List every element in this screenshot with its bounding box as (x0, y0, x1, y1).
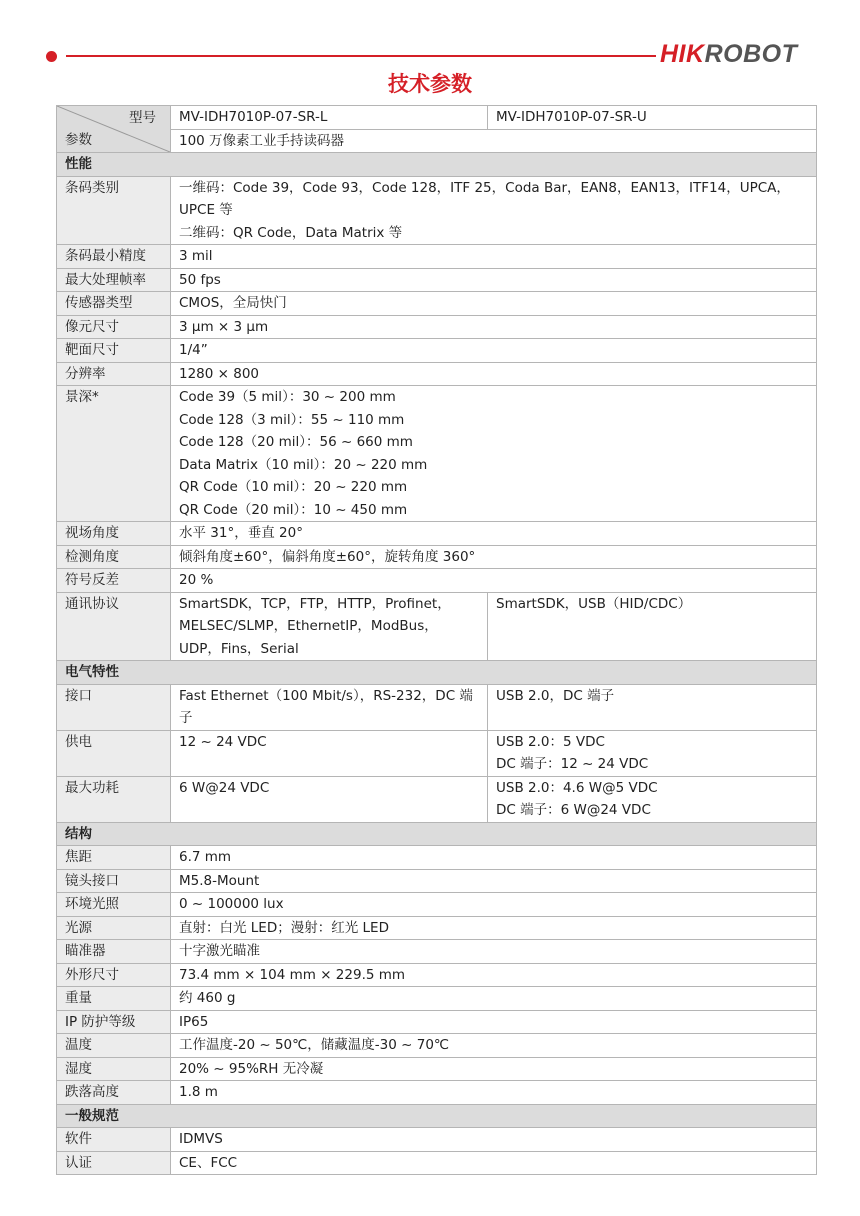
table-row (57, 987, 817, 1011)
row-label: 温度 (57, 1034, 171, 1058)
row-label: 跌落高度 (57, 1081, 171, 1105)
row-value: CE、FCC (171, 1151, 817, 1175)
table-row (57, 268, 817, 292)
section-performance: 性能 (57, 153, 817, 177)
table-row (57, 129, 817, 153)
row-value: 十字激光瞄准 (171, 940, 817, 964)
table-row (57, 1010, 817, 1034)
max-power-value-u: USB 2.0：4.6 W@5 VDC DC 端子：6 W@24 VDC (488, 776, 817, 822)
table-row (57, 893, 817, 917)
header-dot (46, 51, 57, 62)
row-label: 最大处理帧率 (57, 268, 171, 292)
row-value: M5.8-Mount (171, 869, 817, 893)
row-value: 0 ~ 100000 lux (171, 893, 817, 917)
dof-value: Code 39（5 mil）：30 ~ 200 mm Code 128（3 mil）：55 ~ 110 mm Code 128（20 mil）：56 ~ 660 mm Data Matrix（10 mil）：20 ~ 220 mm QR Code（10 mil）：20 ~ 220 mm QR Code（20 mil）：10 ~ 450 mm (171, 386, 817, 522)
row-value: 直射：白光 LED；漫射：红光 LED (171, 916, 817, 940)
table-row (57, 292, 817, 316)
section-general: 一般规范 (57, 1104, 817, 1128)
row-label: 景深* (57, 386, 171, 522)
row-value: 约 460 g (171, 987, 817, 1011)
row-label: 光源 (57, 916, 171, 940)
row-label: 镜头接口 (57, 869, 171, 893)
table-row (57, 522, 817, 546)
spec-table (56, 105, 817, 1175)
table-row (57, 846, 817, 870)
row-value: 1.8 m (171, 1081, 817, 1105)
product-description: 100 万像素工业手持读码器 (171, 129, 817, 153)
protocol-value-l: SmartSDK，TCP，FTP，HTTP，Profinet， MELSEC/SLMP，EthernetIP，ModBus， UDP，Fins，Serial (171, 592, 488, 661)
row-label: 像元尺寸 (57, 315, 171, 339)
row-label: 焦距 (57, 846, 171, 870)
row-value: 1280 × 800 (171, 362, 817, 386)
section-row (57, 153, 817, 177)
table-row (57, 684, 817, 730)
table-row (57, 1081, 817, 1105)
table-row (57, 339, 817, 363)
table-row (57, 245, 817, 269)
max-power-value-l: 6 W@24 VDC (171, 776, 488, 822)
row-value: 1/4” (171, 339, 817, 363)
power-value-u: USB 2.0：5 VDC DC 端子：12 ~ 24 VDC (488, 730, 817, 776)
barcode-type-value: 一维码：Code 39，Code 93，Code 128，ITF 25，Coda Bar，EAN8，EAN13，ITF14，UPCA， UPCE 等 二维码：QR Code，Data Matrix 等 (171, 176, 817, 245)
row-label: 认证 (57, 1151, 171, 1175)
power-value-l: 12 ~ 24 VDC (171, 730, 488, 776)
table-row (57, 362, 817, 386)
row-value: 3 mil (171, 245, 817, 269)
section-structure: 结构 (57, 822, 817, 846)
row-label: 供电 (57, 730, 171, 776)
table-row (57, 730, 817, 776)
table-header-row (57, 106, 817, 130)
row-value: 20 % (171, 569, 817, 593)
table-row (57, 776, 817, 822)
row-value: CMOS，全局快门 (171, 292, 817, 316)
protocol-value-u: SmartSDK，USB（HID/CDC） (488, 592, 817, 661)
header-diagonal-cell (57, 106, 171, 153)
interface-value-l: Fast Ethernet（100 Mbit/s），RS-232，DC 端 子 (171, 684, 488, 730)
row-label: 条码类别 (57, 176, 171, 245)
table-row (57, 963, 817, 987)
hikrobot-logo: HIKROBOT (660, 40, 798, 68)
row-label: 最大功耗 (57, 776, 171, 822)
row-label: 检测角度 (57, 545, 171, 569)
row-label: 接口 (57, 684, 171, 730)
table-row (57, 940, 817, 964)
table-row (57, 545, 817, 569)
row-label: 湿度 (57, 1057, 171, 1081)
header-rule (66, 55, 656, 57)
row-label: 视场角度 (57, 522, 171, 546)
row-value: 工作温度-20 ~ 50℃，储藏温度-30 ~ 70℃ (171, 1034, 817, 1058)
page-title: 技术参数 (388, 72, 472, 96)
row-label: 外形尺寸 (57, 963, 171, 987)
table-row (57, 569, 817, 593)
row-value: 倾斜角度±60°，偏斜角度±60°，旋转角度 360° (171, 545, 817, 569)
table-row (57, 1057, 817, 1081)
table-row (57, 1034, 817, 1058)
param-label: 参数 (65, 131, 92, 148)
table-row (57, 869, 817, 893)
row-label: 传感器类型 (57, 292, 171, 316)
table-row (57, 916, 817, 940)
table-row (57, 315, 817, 339)
row-value: 6.7 mm (171, 846, 817, 870)
table-row (57, 386, 817, 522)
table-row (57, 1128, 817, 1152)
section-row (57, 661, 817, 685)
section-row (57, 1104, 817, 1128)
model-u: MV-IDH7010P-07-SR-U (488, 106, 817, 130)
row-label: IP 防护等级 (57, 1010, 171, 1034)
row-value: 20% ~ 95%RH 无冷凝 (171, 1057, 817, 1081)
section-electrical: 电气特性 (57, 661, 817, 685)
row-value: IP65 (171, 1010, 817, 1034)
row-label: 软件 (57, 1128, 171, 1152)
section-row (57, 822, 817, 846)
row-label: 条码最小精度 (57, 245, 171, 269)
row-value: 3 μm × 3 μm (171, 315, 817, 339)
row-label: 靶面尺寸 (57, 339, 171, 363)
row-label: 环境光照 (57, 893, 171, 917)
table-row (57, 176, 817, 245)
table-row (57, 1151, 817, 1175)
row-label: 重量 (57, 987, 171, 1011)
row-value: 73.4 mm × 104 mm × 229.5 mm (171, 963, 817, 987)
model-l: MV-IDH7010P-07-SR-L (171, 106, 488, 130)
row-value: 水平 31°，垂直 20° (171, 522, 817, 546)
row-value: IDMVS (171, 1128, 817, 1152)
row-label: 通讯协议 (57, 592, 171, 661)
row-label: 分辨率 (57, 362, 171, 386)
model-label: 型号 (129, 110, 156, 126)
row-label: 瞄准器 (57, 940, 171, 964)
interface-value-u: USB 2.0，DC 端子 (488, 684, 817, 730)
row-label: 符号反差 (57, 569, 171, 593)
table-row (57, 592, 817, 661)
row-value: 50 fps (171, 268, 817, 292)
